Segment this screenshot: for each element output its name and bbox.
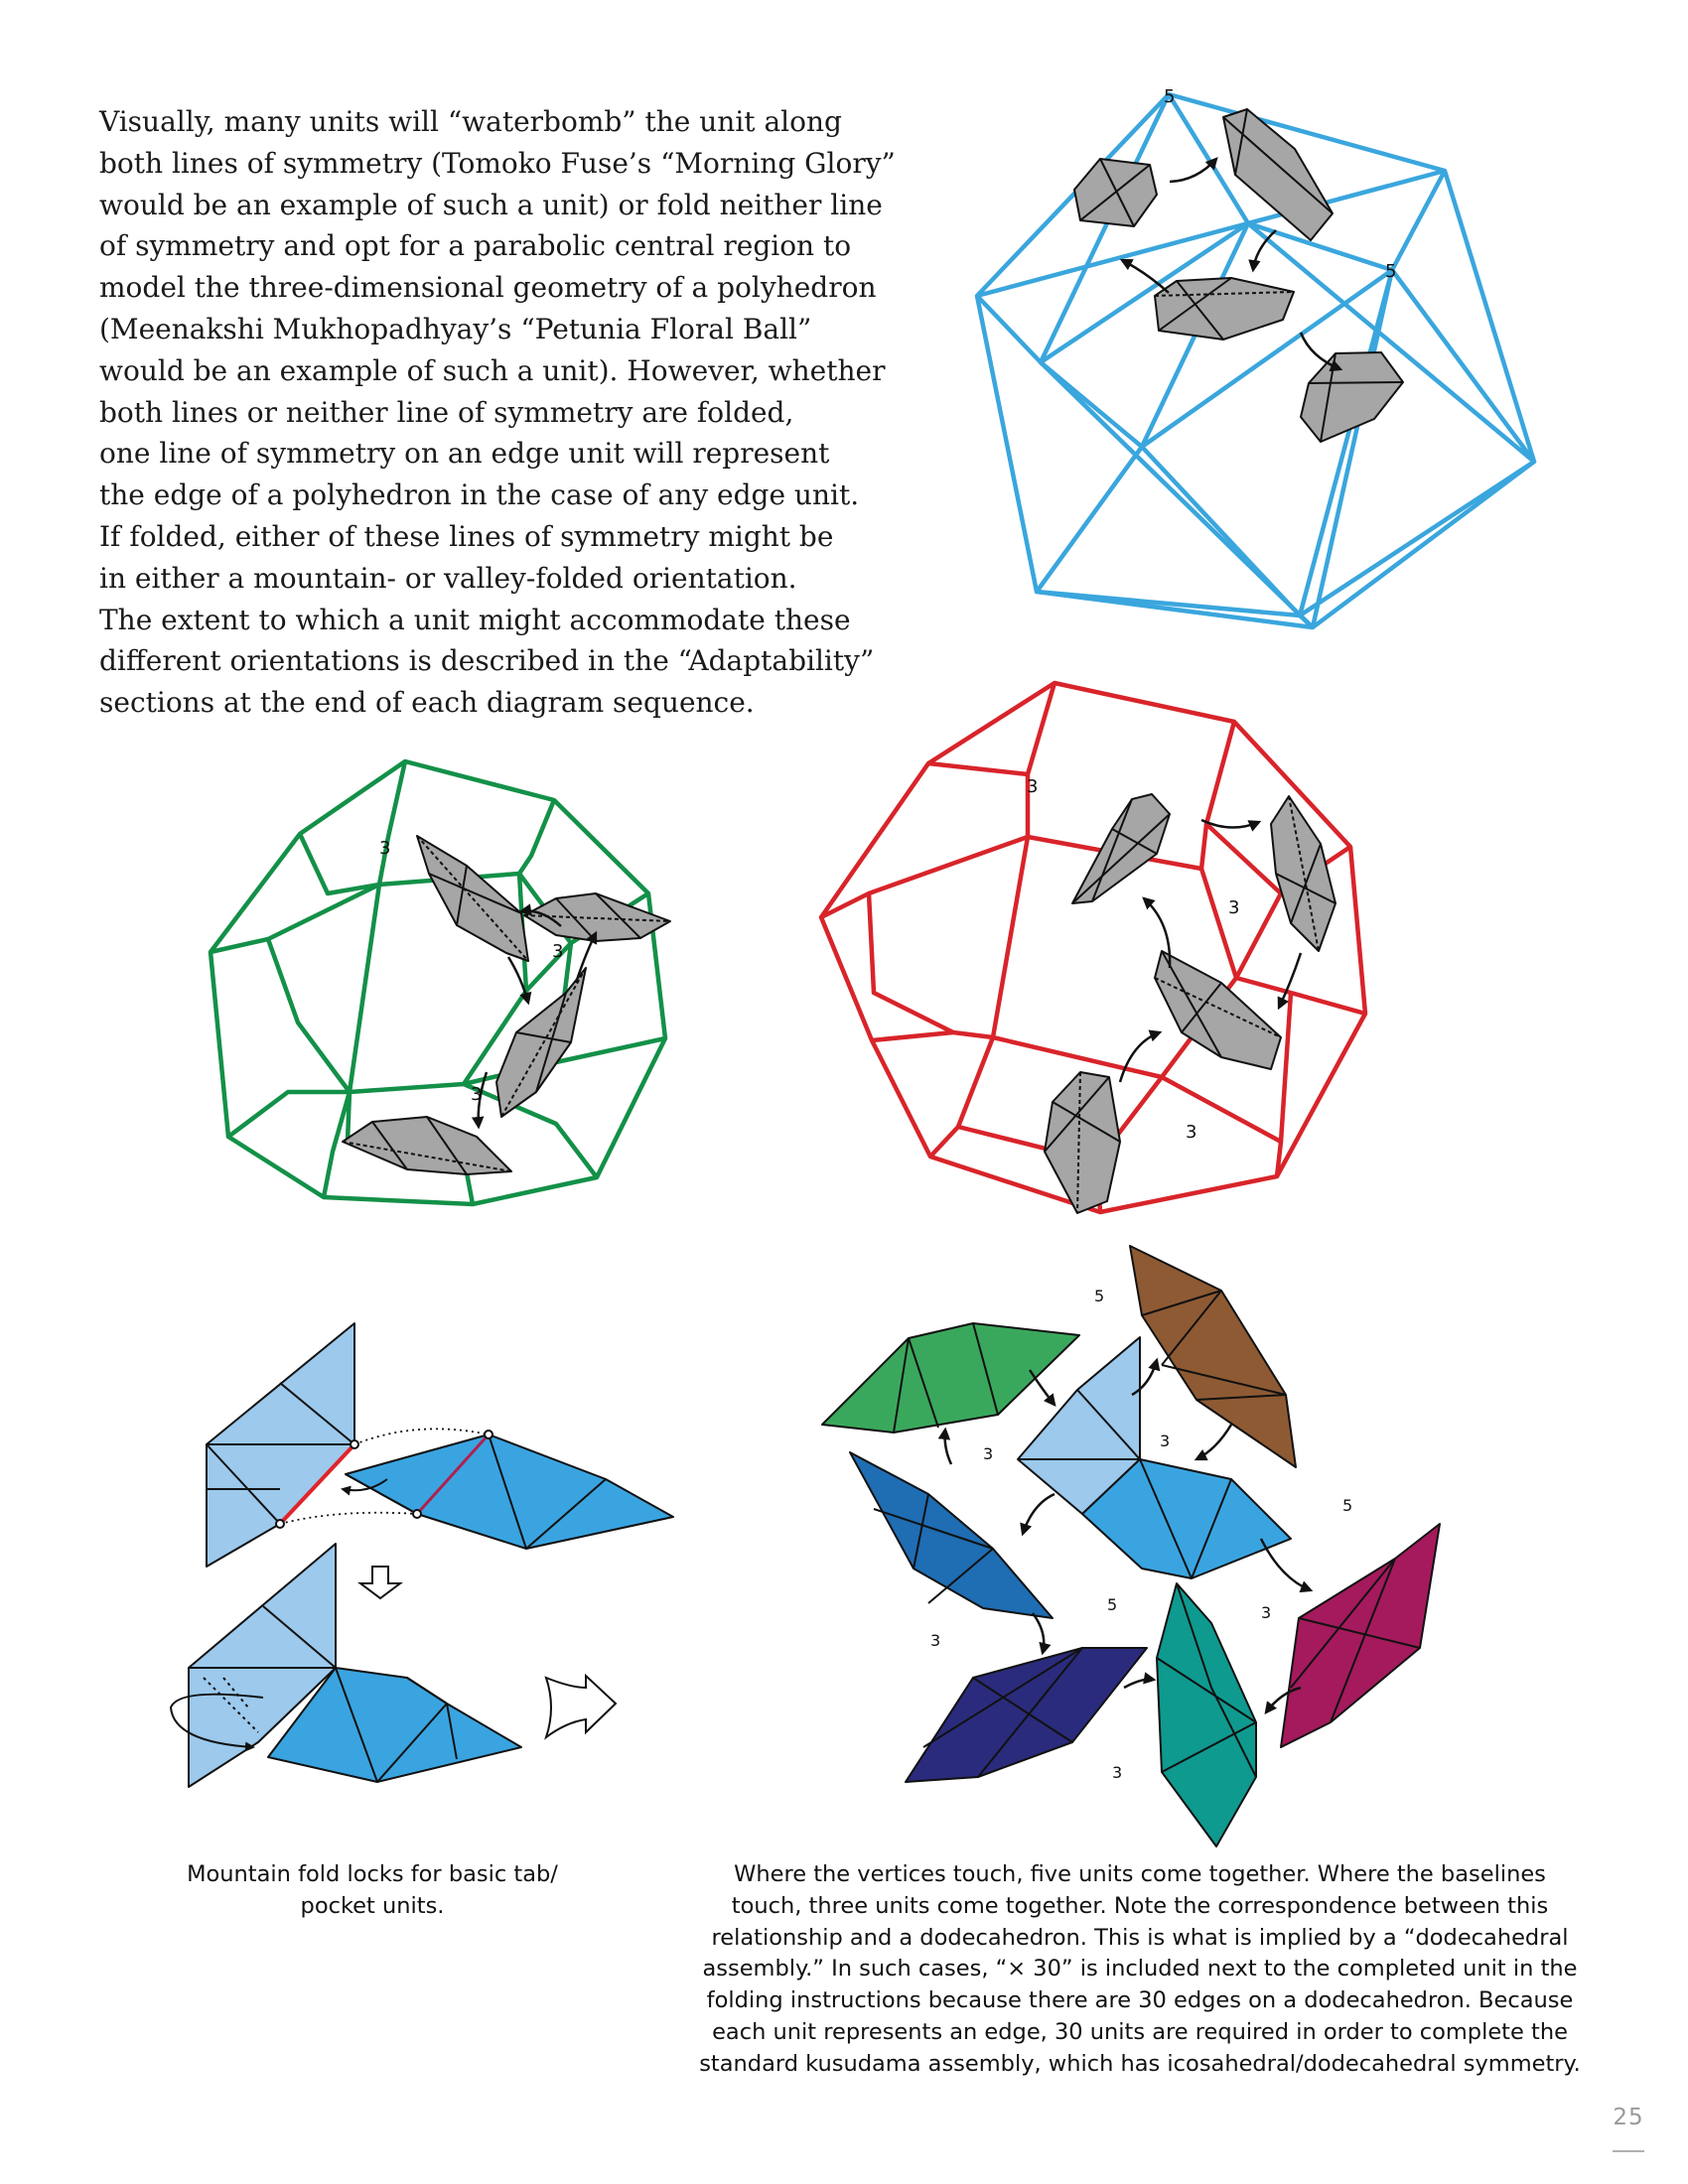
- assembly-label: 3: [1160, 1432, 1171, 1450]
- vertex-label: 3: [1228, 897, 1240, 918]
- page-number: 25: [1613, 2105, 1644, 2130]
- intro-line: of symmetry and opt for a parabolic central region to: [99, 229, 852, 263]
- caption-line: folding instructions because there are 30 edges on a dodecahedron. Because: [706, 1987, 1574, 2014]
- intro-line: Visually, many units will “waterbomb” the unit along: [99, 105, 842, 138]
- intro-line: would be an example of such a unit). However, whether: [99, 353, 886, 387]
- vertex-label: 3: [1186, 1122, 1197, 1143]
- assembly-label: 3: [930, 1631, 941, 1650]
- down-arrow-icon: [360, 1567, 400, 1598]
- assembly-label: 3: [1261, 1603, 1272, 1622]
- mountain-fold-lock-diagram: [159, 1310, 695, 1807]
- magenta-unit: [1281, 1524, 1440, 1747]
- gray-unit: [1223, 109, 1333, 240]
- gray-unit: [1155, 278, 1294, 340]
- intro-line: model the three-dimensional geometry of a polyhedron: [99, 271, 877, 305]
- green-unit: [822, 1323, 1079, 1433]
- assembly-label: 5: [1342, 1496, 1353, 1515]
- vertex-label: 3: [1027, 776, 1039, 797]
- green-dodecahedron-diagram: [199, 750, 685, 1226]
- assembly-label: 3: [1112, 1763, 1123, 1782]
- assembly-label: 5: [1094, 1287, 1105, 1305]
- caption-line: standard kusudama assembly, which has icosahedral/dodecahedral symmetry.: [699, 2050, 1581, 2077]
- teal-unit: [1157, 1583, 1256, 1846]
- vertex-label: 3: [471, 1084, 483, 1105]
- intro-line: in either a mountain- or valley-folded orientation.: [99, 561, 797, 595]
- caption-line: assembly.” In such cases, “× 30” is included next to the completed unit in the: [702, 1956, 1578, 1982]
- mid-blue-tab-unit: [346, 1434, 673, 1549]
- right-arrow-icon: [546, 1676, 616, 1737]
- caption-line: Where the vertices touch, five units come together. Where the baselines: [734, 1861, 1546, 1887]
- navy-unit: [906, 1648, 1147, 1782]
- assembly-label: 3: [983, 1444, 994, 1463]
- dodecahedral-assembly-diagram: [814, 1236, 1450, 1856]
- intro-line: The extent to which a unit might accommodate these: [99, 603, 851, 636]
- intro-line: one line of symmetry on an edge unit will represent: [99, 437, 830, 471]
- vertex-label: 5: [1385, 261, 1397, 282]
- gray-unit: [1155, 951, 1281, 1069]
- page-number-rule: [1613, 2150, 1644, 2152]
- caption-line: touch, three units come together. Note the correspondence between this: [731, 1892, 1549, 1919]
- vertex-label: 5: [1164, 86, 1176, 107]
- gray-unit: [1301, 352, 1403, 442]
- assembled-units: [189, 1544, 521, 1787]
- intro-line: If folded, either of these lines of symmetry might be: [99, 519, 834, 553]
- intro-line: both lines or neither line of symmetry are folded,: [99, 395, 794, 429]
- intro-line: different orientations is described in the “Adaptability”: [99, 644, 875, 678]
- intro-line: sections at the end of each diagram sequence.: [99, 686, 755, 720]
- intro-paragraph: [99, 101, 896, 724]
- gray-unit: [343, 1117, 511, 1174]
- icosahedron-diagram: [953, 69, 1549, 645]
- gray-unit: [417, 836, 528, 961]
- gray-unit: [1045, 1072, 1120, 1213]
- gray-unit: [496, 968, 586, 1117]
- red-dodecahedron-diagram: [814, 675, 1385, 1221]
- caption-line: each unit represents an edge, 30 units are required in order to complete the: [712, 2018, 1568, 2045]
- royal-blue-unit: [850, 1452, 1053, 1618]
- light-blue-pocket-unit: [207, 1323, 354, 1567]
- intro-line: (Meenakshi Mukhopadhyay’s “Petunia Floral Ball”: [99, 312, 812, 345]
- brown-unit: [1130, 1246, 1296, 1467]
- intro-line: both lines of symmetry (Tomoko Fuse’s “Morning Glory”: [99, 146, 896, 180]
- gray-unit: [1074, 159, 1157, 226]
- vertex-label: 3: [379, 838, 391, 859]
- intro-line: the edge of a polyhedron in the case of any edge unit.: [99, 478, 860, 512]
- assembly-label: 5: [1107, 1595, 1118, 1614]
- vertex-label: 3: [552, 941, 564, 962]
- caption-dodecahedral-assembly: [663, 1859, 1617, 2081]
- intro-line: would be an example of such a unit) or fold neither line: [99, 188, 883, 221]
- caption-line: Mountain fold locks for basic tab/: [187, 1861, 558, 1887]
- caption-line: relationship and a dodecahedron. This is what is implied by a “dodecahedral: [711, 1924, 1569, 1951]
- caption-mountain-fold: [149, 1859, 596, 1923]
- caption-line: pocket units.: [300, 1892, 445, 1919]
